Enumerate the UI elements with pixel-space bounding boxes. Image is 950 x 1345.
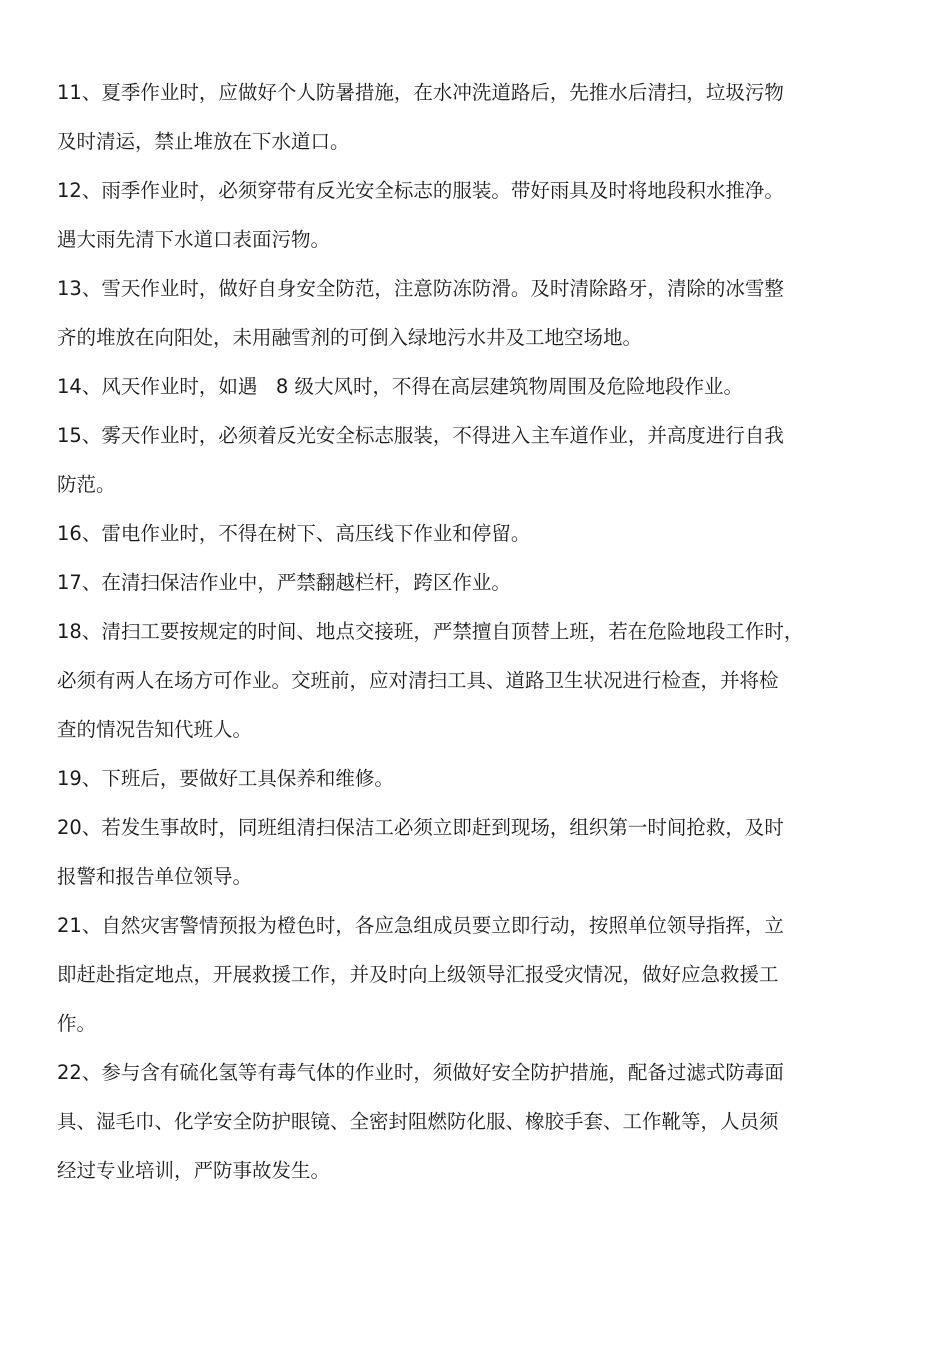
list-item-22 — [57, 1048, 847, 1195]
text-line: 19、下班后，要做好工具保养和维修。 — [57, 767, 394, 790]
list-item-12 — [57, 166, 847, 264]
text-line: 具、湿毛巾、化学安全防护眼镜、全密封阻燃防化服、橡胶手套、工作靴等，人员须 — [57, 1110, 779, 1133]
list-item-21 — [57, 901, 847, 1048]
text-line: 22、参与含有硫化氢等有毒气体的作业时，须做好安全防护措施，配备过滤式防毒面 — [57, 1061, 784, 1084]
text-line: 报警和报告单位领导。 — [57, 865, 253, 888]
text-line: 18、清扫工要按规定的时间、地点交接班，严禁擅自顶替上班，若在危险地段工作时， — [57, 620, 804, 643]
list-item-17 — [57, 558, 847, 607]
list-item-20 — [57, 803, 847, 901]
text-line: 14、风天作业时，如遇 8 级大风时，不得在高层建筑物周围及危险地段作业。 — [57, 375, 744, 398]
text-line: 即赶赴指定地点，开展救援工作，并及时向上级领导汇报受灾情况，做好应急救援工 — [57, 963, 779, 986]
list-item-14 — [57, 362, 847, 411]
text-line: 查的情况告知代班人。 — [57, 718, 253, 741]
list-item-19 — [57, 754, 847, 803]
text-line: 13、雪天作业时，做好自身安全防范，注意防冻防滑。及时清除路牙，清除的冰雪整 — [57, 277, 784, 300]
list-item-16 — [57, 509, 847, 558]
text-line: 16、雷电作业时，不得在树下、高压线下作业和停留。 — [57, 522, 531, 545]
list-item-18 — [57, 607, 847, 754]
text-line: 作。 — [57, 1012, 97, 1035]
text-line: 11、夏季作业时，应做好个人防暑措施，在水冲洗道路后，先推水后清扫，垃圾污物 — [57, 81, 784, 104]
text-line: 17、在清扫保洁作业中，严禁翻越栏杆，跨区作业。 — [57, 571, 511, 594]
text-line: 经过专业培训，严防事故发生。 — [57, 1159, 331, 1182]
list-item-11 — [57, 68, 847, 166]
text-line: 齐的堆放在向阳处，未用融雪剂的可倒入绿地污水井及工地空场地。 — [57, 326, 643, 349]
text-line: 21、自然灾害警情预报为橙色时，各应急组成员要立即行动，按照单位领导指挥，立 — [57, 914, 784, 937]
text-line: 防范。 — [57, 473, 116, 496]
text-line: 必须有两人在场方可作业。交班前，应对清扫工具、道路卫生状况进行检查，并将检 — [57, 669, 779, 692]
text-line: 20、若发生事故时，同班组清扫保洁工必须立即赶到现场，组织第一时间抢救，及时 — [57, 816, 784, 839]
text-line: 12、雨季作业时，必须穿带有反光安全标志的服装。带好雨具及时将地段积水推净。 — [57, 179, 784, 202]
list-item-13 — [57, 264, 847, 362]
text-line: 15、雾天作业时，必须着反光安全标志服装，不得进入主车道作业，并高度进行自我 — [57, 424, 784, 447]
text-line: 及时清运，禁止堆放在下水道口。 — [57, 130, 350, 153]
text-line: 遇大雨先清下水道口表面污物。 — [57, 228, 331, 251]
list-item-15 — [57, 411, 847, 509]
document-body — [57, 68, 847, 1195]
